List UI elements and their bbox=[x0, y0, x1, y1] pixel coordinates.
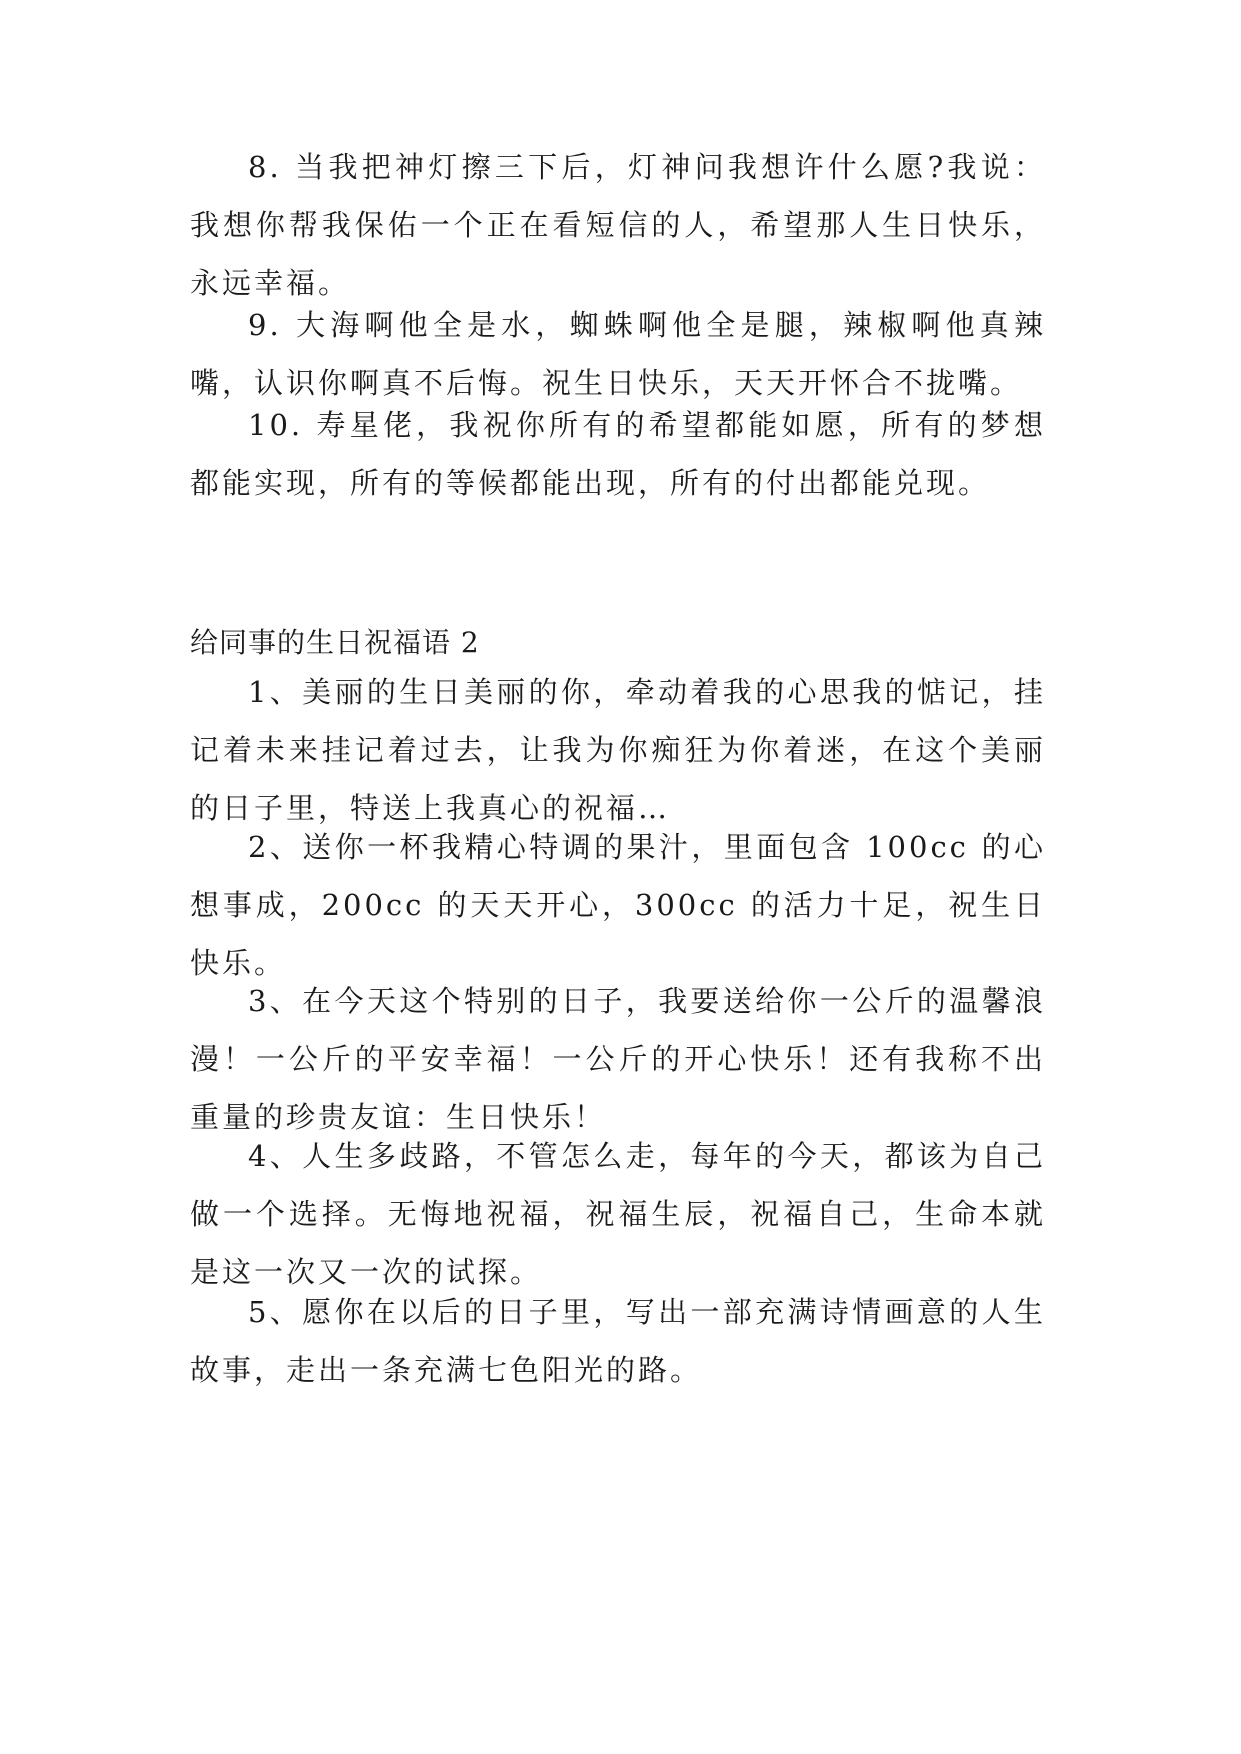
wish-item-3: 3、在今天这个特别的日子，我要送给你一公斤的温馨浪漫！一公斤的平安幸福！一公斤的开心快乐！还有我称不出重量的珍贵友谊：生日快乐！ bbox=[190, 984, 1046, 1134]
wish-item-1: 1、美丽的生日美丽的你，牵动着我的心思我的惦记，挂记着未来挂记着过去，让我为你痴狂为你着迷，在这个美丽的日子里，特送上我真心的祝福… bbox=[190, 675, 1046, 825]
wish-item-2: 2、送你一杯我精心特调的果汁，里面包含 100cc 的心想事成，200cc 的天天开心，300cc 的活力十足，祝生日快乐。 bbox=[190, 830, 1046, 980]
wish-item-9: 9. 大海啊他全是水，蜘蛛啊他全是腿，辣椒啊他真辣嘴，认识你啊真不后悔。祝生日快乐，天天开怀合不拢嘴。 bbox=[190, 308, 1046, 400]
wish-item-10: 10. 寿星佬，我祝你所有的希望都能如愿，所有的梦想都能实现，所有的等候都能出现，所有的付出都能兑现。 bbox=[190, 408, 1046, 500]
section-heading: 给同事的生日祝福语 2 bbox=[190, 626, 480, 659]
wish-item-4: 4、人生多歧路，不管怎么走，每年的今天，都该为自己做一个选择。无悔地祝福，祝福生辰，祝福自己，生命本就是这一次又一次的试探。 bbox=[190, 1139, 1046, 1289]
wish-item-5: 5、愿你在以后的日子里，写出一部充满诗情画意的人生故事，走出一条充满七色阳光的路。 bbox=[190, 1295, 1046, 1387]
wish-item-8: 8. 当我把神灯擦三下后，灯神问我想许什么愿?我说：我想你帮我保佑一个正在看短信的人，希望那人生日快乐，永远幸福。 bbox=[190, 150, 1046, 300]
